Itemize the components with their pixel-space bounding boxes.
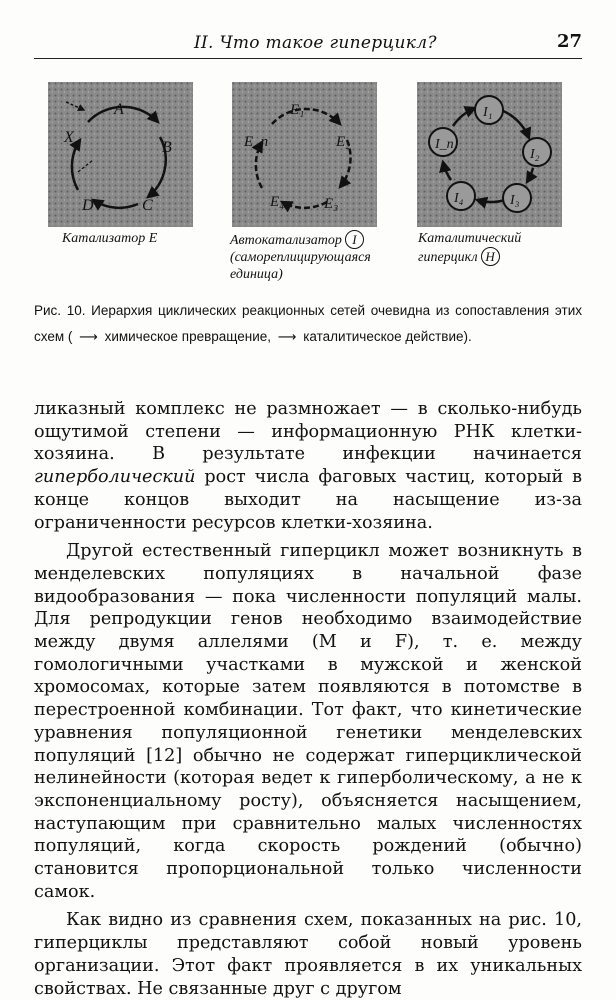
page-number: 27 bbox=[556, 31, 582, 52]
label-catalyst: Катализатор E bbox=[62, 231, 158, 246]
paragraph-1 bbox=[34, 398, 582, 534]
node-en: E_n bbox=[244, 134, 269, 150]
label-autocatalyst bbox=[230, 230, 395, 283]
long-arrow-icon: ⟶ bbox=[79, 330, 98, 345]
paragraph-1-italic: гиперболический bbox=[34, 467, 196, 488]
node-e1: E₁ bbox=[290, 102, 305, 118]
caption-text-start: Рис. 10. Иерархия циклических реакционных сетей очевидна из сопоставления этих схем ( bbox=[34, 303, 582, 344]
label-autocatalyst-sub: (самореплицирующаяся единица) bbox=[230, 250, 371, 282]
symbol-h-icon: H bbox=[481, 247, 500, 266]
body-text bbox=[34, 398, 582, 1000]
node-e2: E₂ bbox=[336, 134, 351, 150]
caption-text-middle: химическое превращение, bbox=[104, 329, 272, 344]
running-head bbox=[34, 30, 582, 59]
label-hypercycle-main: Каталитический гиперцикл bbox=[418, 231, 522, 265]
node-in: I_n bbox=[435, 137, 454, 152]
figure-panel-hypercycle bbox=[417, 82, 562, 227]
node-e3: E₃ bbox=[324, 196, 339, 212]
label-autocatalyst-main: Автокатализатор bbox=[230, 233, 342, 248]
node-d: D bbox=[82, 197, 94, 214]
paragraph-1-part-2: рост числа фаговых частиц, который в конце концов выходит на насыщение из-за ограниченности ресурсов клетки-хозяина. bbox=[34, 467, 582, 533]
node-x: X bbox=[64, 129, 74, 146]
running-title: II. Что такое гиперцикл? bbox=[194, 33, 437, 53]
node-b: B bbox=[162, 139, 172, 156]
autocatalyst-cycle-diagram bbox=[232, 82, 377, 227]
figure-10 bbox=[0, 78, 616, 293]
figure-panel-autocatalyst bbox=[232, 82, 377, 227]
symbol-i-icon: I bbox=[345, 230, 364, 249]
label-hypercycle bbox=[418, 230, 578, 266]
catalyst-cycle-diagram bbox=[48, 82, 193, 227]
node-c: C bbox=[142, 197, 153, 214]
node-i4: I₄ bbox=[454, 191, 464, 206]
figure-panel-catalyst bbox=[48, 82, 193, 227]
caption-text-end: каталитическое действие). bbox=[303, 329, 472, 344]
node-a: A bbox=[114, 101, 124, 118]
paragraph-1-part-1: ликазный комплекс не размножает — в сколько-нибудь ощутимой степени — информационную РНК клетки-хозяина. В результате инфекции начинается bbox=[34, 399, 582, 465]
paragraph-2: Другой естественный гиперцикл может возникнуть в менделевских популяциях в начальной фазе видообразования — пока численности популяций малы. Для репродукции генов необходимо взаимодействие между двумя аллелями (M и F), т. е. между гомологичными участками в мужской и женской хромосомах, которые затем появляются в потомстве в перестроенной комбинации. Тот факт, что кинетические уравнения популяционной генетики менделевских популяций [12] обычно не содержат гиперциклической нелинейности (которая ведет к гиперболическому, а не к экспоненциальному росту), объясняется насыщением, наступающим при сравнительно малых численностях популяций, когда скорость рождений (обычно) становится пропорциональной только численности самок. bbox=[34, 541, 582, 902]
node-i3: I₃ bbox=[510, 193, 520, 208]
node-i2: I₂ bbox=[530, 147, 540, 162]
paragraph-3: Как видно из сравнения схем, показанных на рис. 10, гиперциклы представляют собой новый уровень организации. Этот факт проявляется в их уникальных свойствах. Не связанные друг с другом bbox=[34, 910, 582, 999]
catalytic-arrow-icon: ⟶ bbox=[277, 330, 297, 345]
hypercycle-diagram bbox=[417, 82, 562, 227]
node-e4: E₄ bbox=[270, 194, 285, 210]
figure-caption bbox=[34, 298, 582, 351]
node-i1: I₁ bbox=[483, 105, 493, 120]
